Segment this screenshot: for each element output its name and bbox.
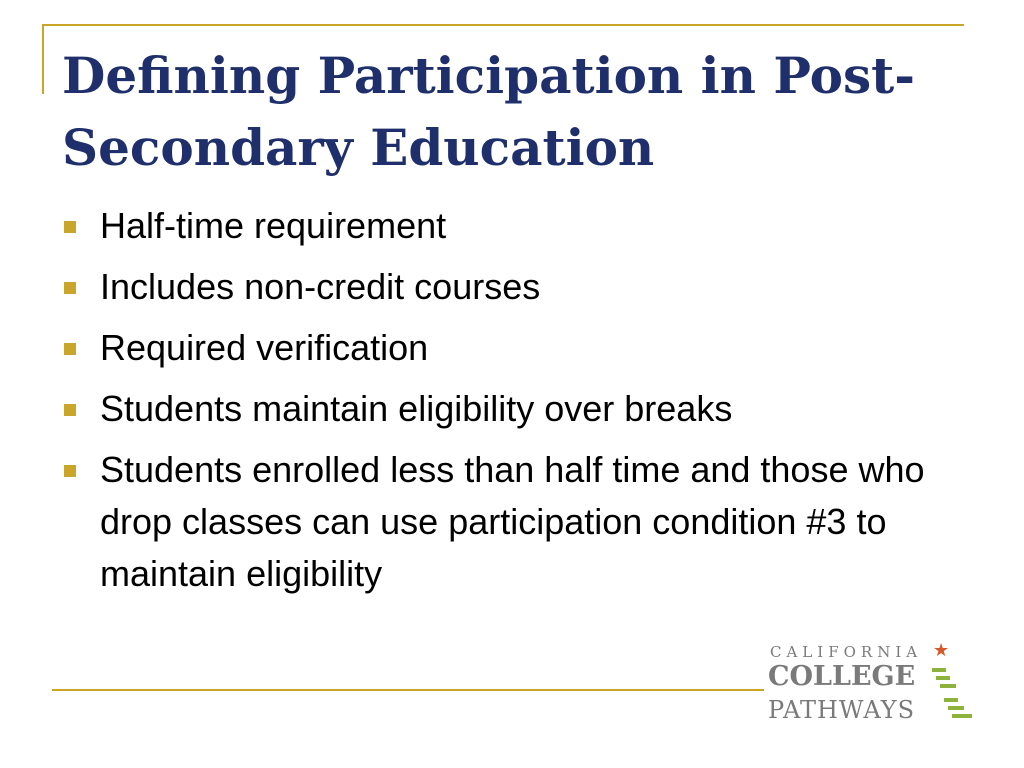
square-bullet-icon (64, 282, 76, 294)
bullet-item (62, 444, 972, 600)
bullet-text: Students maintain eligibility over breaks (100, 388, 733, 429)
bullet-list (62, 200, 972, 609)
square-bullet-icon (64, 404, 76, 416)
bullet-text: Students enrolled less than half time and those who drop classes can use participation condition #3 to maintain eligibility (100, 449, 925, 594)
bullet-item (62, 261, 972, 313)
square-bullet-icon (64, 465, 76, 477)
logo-college-text: COLLEGE (768, 661, 916, 692)
california-college-pathways-logo (768, 640, 988, 727)
bullet-text: Half-time requirement (100, 205, 447, 246)
bullet-text: Includes non-credit courses (100, 266, 541, 307)
square-bullet-icon (64, 343, 76, 355)
bottom-rule (52, 689, 764, 691)
bullet-item (62, 322, 972, 374)
bullet-text: Required verification (100, 327, 429, 368)
left-rule (42, 24, 44, 94)
bullet-item (62, 383, 972, 435)
square-bullet-icon (64, 221, 76, 233)
slide-title: Defining Participation in Post-Secondary Education (62, 46, 916, 177)
pathway-bars-icon (768, 643, 988, 727)
top-rule (42, 24, 964, 26)
bullet-item (62, 200, 972, 252)
logo-california-text: CALIFORNIA (770, 643, 923, 661)
star-icon: ★ (933, 640, 950, 661)
logo-pathways-text: PATHWAYS (768, 696, 916, 724)
